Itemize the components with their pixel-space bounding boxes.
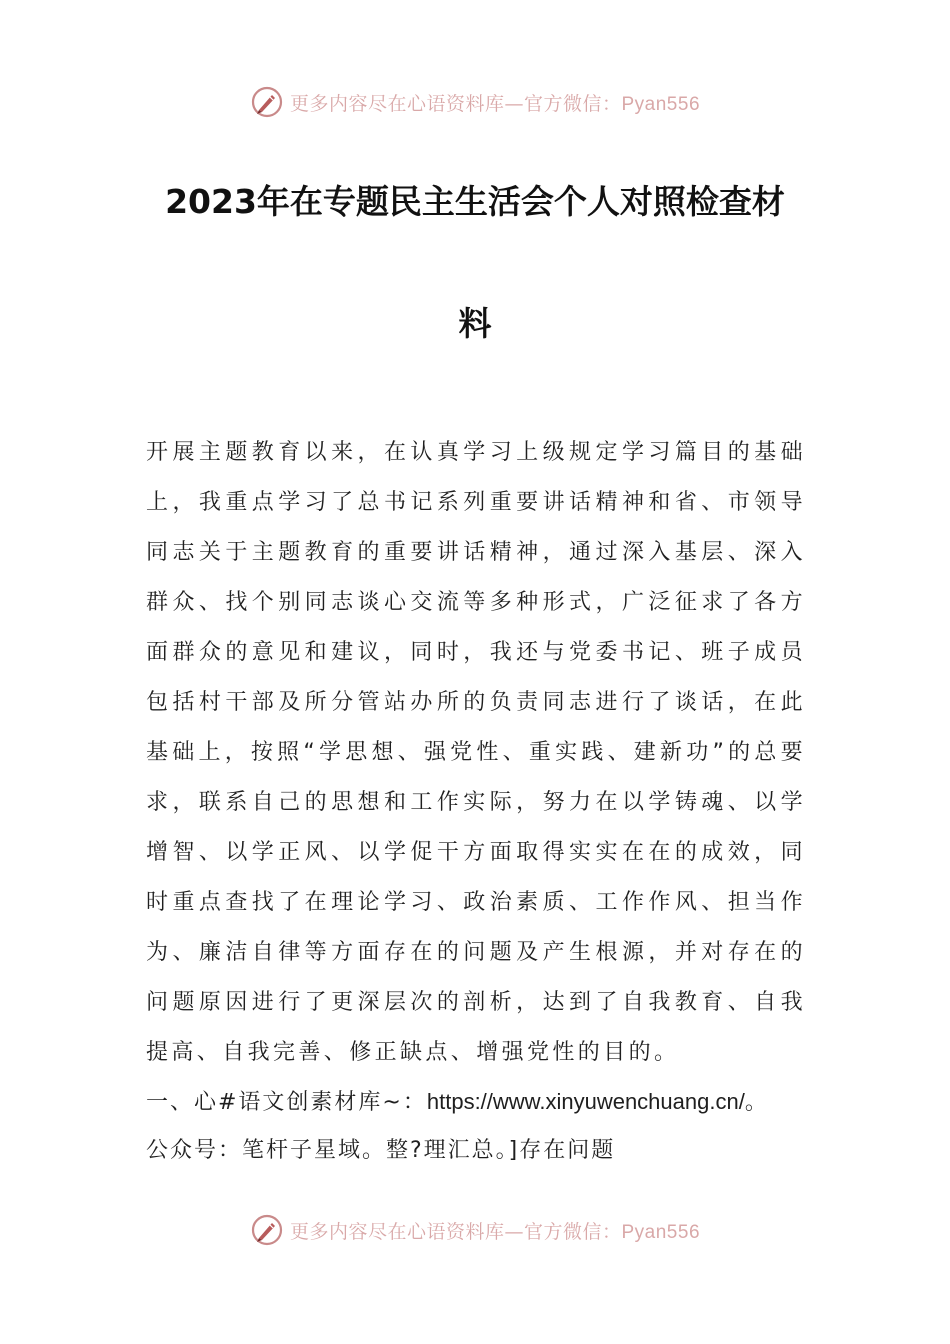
section-heading-line [146,1078,806,1127]
document-body [146,428,806,1175]
section-heading-prefix: 一、心#语文创素材库~： [146,1090,427,1115]
document-title-line2: 料 [458,304,492,343]
document-title-line1: 2023年在专题民主生活会个人对照检查材 [165,182,785,221]
pen-logo-icon [250,85,284,119]
watermark-header [0,82,950,122]
watermark-wechat-id: Pyan556 [621,1221,701,1243]
watermark-text: 更多内容尽在心语资料库—官方微信：Pyan556 [289,92,701,115]
watermark-text: 更多内容尽在心语资料库—官方微信：Pyan556 [289,1220,701,1243]
source-url: https://www.xinyuwenchuang.cn/ [426,1089,745,1114]
intro-paragraph: 开展主题教育以来，在认真学习上级规定学习篇目的基础上，我重点学习了总书记系列重要讲话精神和省、市领导同志关于主题教育的重要讲话精神，通过深入基层、深入群众、找个别同志谈心交流等多种形式，广泛征求了各方面群众的意见和建议，同时，我还与党委书记、班子成员包括村干部及所分管站办所的负责同志进行了谈话，在此基础上，按照“学思想、强党性、重实践、建新功”的总要求，联系自己的思想和工作实际，努力在以学铸魂、以学增智、以学正风、以学促干方面取得实实在在的成效，同时重点查找了在理论学习、政治素质、工作作风、担当作为、廉洁自律等方面存在的问题及产生根源，并对存在的问题原因进行了更深层次的剖析，达到了自我教育、自我提高、自我完善、修正缺点、增强党性的目的。 [146,440,806,1065]
watermark-wechat-id: Pyan556 [621,93,701,115]
pen-logo-icon [250,1213,284,1247]
watermark-footer [0,1210,950,1250]
section-heading-suffix: 。 [744,1090,769,1115]
section-heading-line2: 公众号：笔杆子星域。整?理汇总。]存在问题 [146,1138,616,1163]
